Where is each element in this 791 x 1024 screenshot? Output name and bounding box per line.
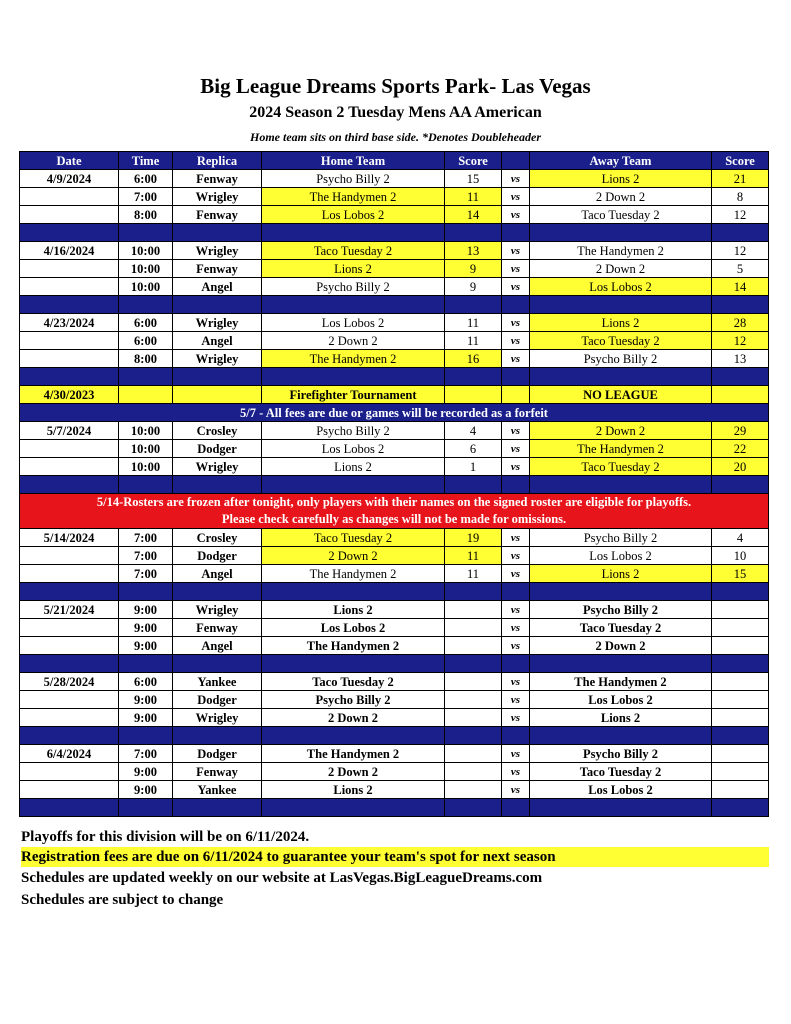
away-score — [712, 709, 769, 727]
game-row — [20, 619, 769, 637]
vs-label: vs — [502, 781, 530, 799]
game-row — [20, 458, 769, 476]
game-time: 7:00 — [119, 745, 173, 763]
vs-label: vs — [502, 206, 530, 224]
home-score: 11 — [445, 547, 502, 565]
game-date: 5/14/2024 — [20, 529, 119, 547]
home-score: 14 — [445, 206, 502, 224]
game-date — [20, 260, 119, 278]
game-time: 10:00 — [119, 458, 173, 476]
away-team: Los Lobos 2 — [530, 547, 712, 565]
game-date — [20, 637, 119, 655]
game-date — [20, 350, 119, 368]
schedule-block-may7 — [20, 422, 769, 494]
game-time: 10:00 — [119, 440, 173, 458]
game-date: 5/28/2024 — [20, 673, 119, 691]
game-time: 6:00 — [119, 673, 173, 691]
game-date — [20, 781, 119, 799]
game-date — [20, 619, 119, 637]
game-time: 10:00 — [119, 278, 173, 296]
home-team: Psycho Billy 2 — [262, 278, 445, 296]
game-row — [20, 440, 769, 458]
home-team: 2 Down 2 — [262, 547, 445, 565]
game-time: 9:00 — [119, 781, 173, 799]
page-title: Big League Dreams Sports Park- Las Vegas — [200, 74, 591, 98]
home-team: Psycho Billy 2 — [262, 422, 445, 440]
vs-label: vs — [502, 745, 530, 763]
game-replica: Yankee — [173, 673, 262, 691]
game-row — [20, 547, 769, 565]
game-time: 6:00 — [119, 170, 173, 188]
game-date — [20, 709, 119, 727]
game-replica: Wrigley — [173, 242, 262, 260]
game-replica: Dodger — [173, 547, 262, 565]
home-team: 2 Down 2 — [262, 709, 445, 727]
game-replica: Fenway — [173, 206, 262, 224]
game-date — [20, 188, 119, 206]
game-replica: Fenway — [173, 170, 262, 188]
away-team: Lions 2 — [530, 709, 712, 727]
fees-notice: 5/7 - All fees are due or games will be recorded as a forfeit — [20, 404, 769, 422]
game-row — [20, 260, 769, 278]
home-team: Lions 2 — [262, 781, 445, 799]
game-replica: Wrigley — [173, 709, 262, 727]
game-date — [20, 440, 119, 458]
table-header-row — [20, 152, 769, 170]
away-score: 12 — [712, 332, 769, 350]
game-time: 9:00 — [119, 763, 173, 781]
away-team: Taco Tuesday 2 — [530, 619, 712, 637]
vs-label: vs — [502, 458, 530, 476]
away-team: 2 Down 2 — [530, 188, 712, 206]
away-team: Lions 2 — [530, 170, 712, 188]
home-team: Taco Tuesday 2 — [262, 242, 445, 260]
away-team: The Handymen 2 — [530, 242, 712, 260]
away-score: 14 — [712, 278, 769, 296]
game-row — [20, 332, 769, 350]
away-score — [712, 619, 769, 637]
game-replica: Dodger — [173, 440, 262, 458]
game-replica: Wrigley — [173, 188, 262, 206]
game-row — [20, 637, 769, 655]
home-team: Lions 2 — [262, 458, 445, 476]
schedule-block-alert — [20, 494, 769, 529]
away-score: 21 — [712, 170, 769, 188]
vs-label: vs — [502, 188, 530, 206]
away-team: Taco Tuesday 2 — [530, 458, 712, 476]
week-separator — [20, 655, 769, 673]
home-score — [445, 709, 502, 727]
home-score — [445, 781, 502, 799]
away-score: 29 — [712, 422, 769, 440]
game-time: 9:00 — [119, 601, 173, 619]
game-time: 9:00 — [119, 619, 173, 637]
column-header-home-team: Home Team — [262, 152, 445, 170]
home-team: Los Lobos 2 — [262, 440, 445, 458]
vs-label: vs — [502, 332, 530, 350]
column-header-time: Time — [119, 152, 173, 170]
vs-label: vs — [502, 637, 530, 655]
vs-label: vs — [502, 529, 530, 547]
away-score: 12 — [712, 206, 769, 224]
home-score — [445, 619, 502, 637]
subject-note: Schedules are subject to change — [21, 892, 224, 908]
vs-label: vs — [502, 350, 530, 368]
away-team: Taco Tuesday 2 — [530, 332, 712, 350]
game-replica: Fenway — [173, 619, 262, 637]
game-replica: Dodger — [173, 691, 262, 709]
game-time: 8:00 — [119, 206, 173, 224]
week-separator — [20, 583, 769, 601]
game-date — [20, 278, 119, 296]
schedule-table — [19, 151, 769, 817]
game-replica: Angel — [173, 637, 262, 655]
away-team: 2 Down 2 — [530, 422, 712, 440]
vs-label: vs — [502, 547, 530, 565]
away-team: Taco Tuesday 2 — [530, 206, 712, 224]
game-replica: Fenway — [173, 763, 262, 781]
home-score: 11 — [445, 188, 502, 206]
home-score — [445, 691, 502, 709]
registration-note: Registration fees are due on 6/11/2024 to guarantee your team's spot for next season — [21, 847, 769, 867]
game-replica: Angel — [173, 332, 262, 350]
away-team: Psycho Billy 2 — [530, 350, 712, 368]
vs-label: vs — [502, 673, 530, 691]
fees-notice-row — [20, 404, 769, 422]
game-time: 7:00 — [119, 188, 173, 206]
game-row — [20, 529, 769, 547]
game-time: 9:00 — [119, 637, 173, 655]
away-team: Los Lobos 2 — [530, 278, 712, 296]
away-score — [712, 763, 769, 781]
home-score: 16 — [445, 350, 502, 368]
game-row — [20, 278, 769, 296]
home-team: Taco Tuesday 2 — [262, 529, 445, 547]
week-separator — [20, 368, 769, 386]
home-team: 2 Down 2 — [262, 763, 445, 781]
away-score: 4 — [712, 529, 769, 547]
game-row — [20, 673, 769, 691]
game-replica: Angel — [173, 565, 262, 583]
game-time: 10:00 — [119, 242, 173, 260]
schedule-block-remaining — [20, 529, 769, 817]
game-replica: Crosley — [173, 529, 262, 547]
game-row — [20, 745, 769, 763]
vs-label: vs — [502, 242, 530, 260]
column-header-away-score: Score — [712, 152, 769, 170]
away-score — [712, 691, 769, 709]
home-score: 9 — [445, 278, 502, 296]
week-separator — [20, 296, 769, 314]
game-replica: Angel — [173, 278, 262, 296]
home-score: 19 — [445, 529, 502, 547]
game-date — [20, 547, 119, 565]
away-score: 28 — [712, 314, 769, 332]
game-date — [20, 458, 119, 476]
game-replica: Wrigley — [173, 314, 262, 332]
home-score: 11 — [445, 314, 502, 332]
roster-alert-line-1: 5/14-Rosters are frozen after tonight, only players with their names on the signed roster are eligible for playoffs. — [96, 495, 692, 509]
week-separator — [20, 799, 769, 817]
away-score: 10 — [712, 547, 769, 565]
game-date — [20, 763, 119, 781]
game-row — [20, 242, 769, 260]
home-team: Los Lobos 2 — [262, 619, 445, 637]
game-replica: Crosley — [173, 422, 262, 440]
game-replica: Wrigley — [173, 350, 262, 368]
home-team: The Handymen 2 — [262, 637, 445, 655]
column-header-vs — [502, 152, 530, 170]
week-separator — [20, 476, 769, 494]
home-score: 11 — [445, 565, 502, 583]
game-time: 10:00 — [119, 422, 173, 440]
game-row — [20, 188, 769, 206]
home-team: The Handymen 2 — [262, 565, 445, 583]
special-home-event: Firefighter Tournament — [262, 386, 445, 404]
away-team: Lions 2 — [530, 314, 712, 332]
game-row — [20, 206, 769, 224]
vs-label: vs — [502, 601, 530, 619]
game-row — [20, 565, 769, 583]
game-row — [20, 781, 769, 799]
away-team: The Handymen 2 — [530, 673, 712, 691]
game-time: 10:00 — [119, 260, 173, 278]
home-score — [445, 601, 502, 619]
page-subtitle: 2024 Season 2 Tuesday Mens AA American — [249, 104, 542, 121]
away-score: 13 — [712, 350, 769, 368]
home-score: 11 — [445, 332, 502, 350]
game-time: 9:00 — [119, 709, 173, 727]
schedule-block-special — [20, 386, 769, 422]
game-date — [20, 565, 119, 583]
column-header-replica: Replica — [173, 152, 262, 170]
roster-alert — [20, 494, 769, 529]
home-score — [445, 745, 502, 763]
home-score — [445, 637, 502, 655]
away-score — [712, 673, 769, 691]
game-time: 9:00 — [119, 691, 173, 709]
column-header-home-score: Score — [445, 152, 502, 170]
home-score: 13 — [445, 242, 502, 260]
game-date: 4/9/2024 — [20, 170, 119, 188]
away-score — [712, 781, 769, 799]
roster-alert-row — [20, 494, 769, 529]
home-score — [445, 763, 502, 781]
away-score: 15 — [712, 565, 769, 583]
game-date: 4/23/2024 — [20, 314, 119, 332]
vs-label: vs — [502, 691, 530, 709]
vs-label: vs — [502, 314, 530, 332]
vs-label: vs — [502, 709, 530, 727]
away-score: 12 — [712, 242, 769, 260]
home-team: Los Lobos 2 — [262, 206, 445, 224]
game-row — [20, 422, 769, 440]
home-team: Taco Tuesday 2 — [262, 673, 445, 691]
game-date: 6/4/2024 — [20, 745, 119, 763]
game-row — [20, 709, 769, 727]
game-date: 5/7/2024 — [20, 422, 119, 440]
away-team: Taco Tuesday 2 — [530, 763, 712, 781]
away-score: 8 — [712, 188, 769, 206]
home-team: 2 Down 2 — [262, 332, 445, 350]
vs-label: vs — [502, 565, 530, 583]
away-team: Lions 2 — [530, 565, 712, 583]
away-score — [712, 745, 769, 763]
game-time: 7:00 — [119, 565, 173, 583]
away-team: Psycho Billy 2 — [530, 601, 712, 619]
game-row — [20, 691, 769, 709]
website-note: Schedules are updated weekly on our website at LasVegas.BigLeagueDreams.com — [21, 870, 543, 886]
away-score: 20 — [712, 458, 769, 476]
game-date — [20, 332, 119, 350]
away-team: 2 Down 2 — [530, 637, 712, 655]
column-header-away-team: Away Team — [530, 152, 712, 170]
special-event-row — [20, 386, 769, 404]
away-team: Psycho Billy 2 — [530, 529, 712, 547]
game-replica: Wrigley — [173, 458, 262, 476]
special-away-event: NO LEAGUE — [530, 386, 712, 404]
home-score: 1 — [445, 458, 502, 476]
game-date — [20, 206, 119, 224]
page-note: Home team sits on third base side. *Denotes Doubleheader — [250, 130, 541, 144]
game-date — [20, 691, 119, 709]
game-row — [20, 170, 769, 188]
home-team: The Handymen 2 — [262, 745, 445, 763]
week-separator — [20, 224, 769, 242]
game-date: 4/16/2024 — [20, 242, 119, 260]
game-time: 6:00 — [119, 314, 173, 332]
game-date: 5/21/2024 — [20, 601, 119, 619]
home-score — [445, 673, 502, 691]
vs-label: vs — [502, 422, 530, 440]
away-score — [712, 601, 769, 619]
away-team: Los Lobos 2 — [530, 691, 712, 709]
home-score: 4 — [445, 422, 502, 440]
home-team: The Handymen 2 — [262, 350, 445, 368]
game-time: 8:00 — [119, 350, 173, 368]
vs-label: vs — [502, 278, 530, 296]
home-team: Psycho Billy 2 — [262, 691, 445, 709]
away-team: The Handymen 2 — [530, 440, 712, 458]
away-score — [712, 637, 769, 655]
game-row — [20, 763, 769, 781]
game-replica: Fenway — [173, 260, 262, 278]
home-team: The Handymen 2 — [262, 188, 445, 206]
game-row — [20, 601, 769, 619]
game-replica: Dodger — [173, 745, 262, 763]
game-row — [20, 350, 769, 368]
special-date: 4/30/2023 — [20, 386, 119, 404]
home-score: 6 — [445, 440, 502, 458]
vs-label: vs — [502, 260, 530, 278]
game-time: 7:00 — [119, 529, 173, 547]
home-team: Psycho Billy 2 — [262, 170, 445, 188]
home-team: Lions 2 — [262, 601, 445, 619]
roster-alert-line-2: Please check carefully as changes will not be made for omissions. — [221, 512, 567, 526]
home-team: Lions 2 — [262, 260, 445, 278]
schedule-block-april — [20, 170, 769, 386]
column-header-date: Date — [20, 152, 119, 170]
vs-label: vs — [502, 170, 530, 188]
away-team: 2 Down 2 — [530, 260, 712, 278]
game-time: 6:00 — [119, 332, 173, 350]
home-score: 9 — [445, 260, 502, 278]
vs-label: vs — [502, 763, 530, 781]
vs-label: vs — [502, 619, 530, 637]
away-score: 5 — [712, 260, 769, 278]
away-score: 22 — [712, 440, 769, 458]
home-team: Los Lobos 2 — [262, 314, 445, 332]
away-team: Los Lobos 2 — [530, 781, 712, 799]
playoffs-note: Playoffs for this division will be on 6/11/2024. — [21, 829, 310, 845]
game-time: 7:00 — [119, 547, 173, 565]
week-separator — [20, 727, 769, 745]
home-score: 15 — [445, 170, 502, 188]
game-replica: Wrigley — [173, 601, 262, 619]
away-team: Psycho Billy 2 — [530, 745, 712, 763]
vs-label: vs — [502, 440, 530, 458]
game-replica: Yankee — [173, 781, 262, 799]
game-row — [20, 314, 769, 332]
